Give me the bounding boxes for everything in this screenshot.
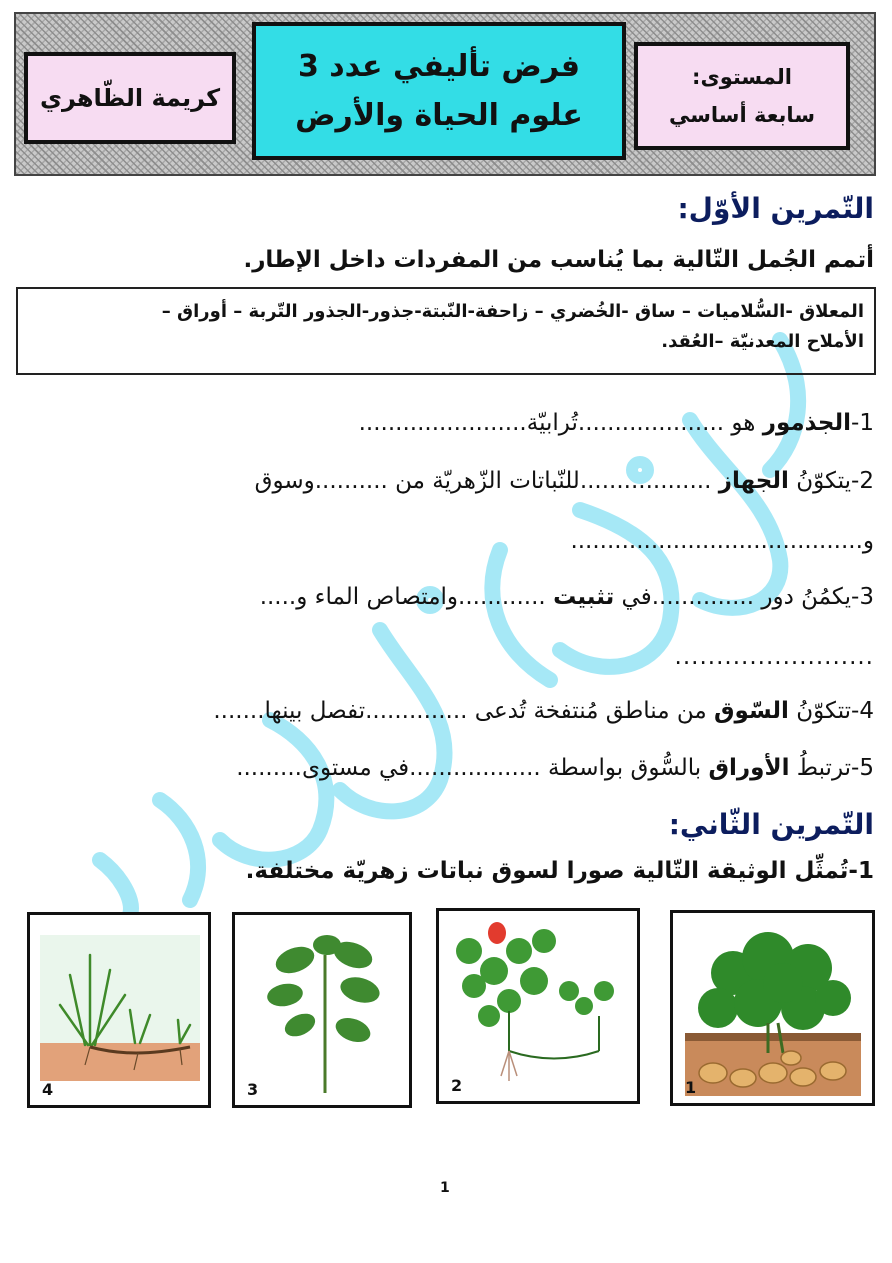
sentence-text: هو ....................تُرابيّة....................... [358, 410, 763, 436]
word-bank-line-2: الأملاح المعدنيّة –العُقد. [661, 331, 864, 352]
sentence-text: ..................للنّباتات الزّهريّة من ..........وسوق [254, 468, 719, 494]
exercise1-title: التّمرين الأوّل: [677, 192, 874, 225]
sentence-text: بالسُّوق بواسطة ..................في مستوى......... [236, 755, 709, 781]
sentence-number: 3- [851, 584, 874, 610]
sentence-3-continuation[interactable] [675, 644, 874, 670]
potato-plant-image [673, 913, 872, 1103]
sentence-keyword: الجهاز [718, 468, 789, 494]
sentence-keyword: تثبيت [553, 584, 615, 610]
sentence-keyword: الجذمور [762, 410, 852, 436]
level-label: المستوى: [692, 65, 792, 89]
sentence-text: ............وامتصاص الماء و..... [259, 584, 554, 610]
sentence-number: 1- [851, 410, 874, 436]
sentence-2-continuation[interactable] [570, 528, 874, 554]
plant-picture-3 [232, 912, 412, 1108]
picture-number: 4 [42, 1080, 54, 1099]
plant-picture-1 [670, 910, 875, 1106]
sentence-keyword: الأوراق [708, 755, 790, 781]
exercise1-instruction: أتمم الجُمل التّالية بما يُناسب من المفردات داخل الإطار. [243, 247, 874, 273]
creeping-grass-image [30, 915, 208, 1105]
sentence-3[interactable] [260, 584, 874, 610]
strawberry-plant-image [439, 911, 637, 1101]
level-box [634, 42, 850, 150]
word-bank-box [16, 287, 876, 375]
subject-title: علوم الحياة والأرض [295, 98, 583, 133]
upright-stem-plant-image [235, 915, 409, 1105]
teacher-box [24, 52, 236, 144]
sentence-text: و........................................ [570, 528, 874, 554]
picture-number: 3 [247, 1080, 259, 1099]
sentence-prefix: يتكوّنُ [788, 468, 852, 494]
sentence-number: 5- [851, 755, 874, 781]
exam-title: فرض تأليفي عدد 3 [297, 49, 581, 84]
sentence-2[interactable] [255, 468, 874, 494]
sentence-5[interactable] [236, 755, 874, 781]
sentence-prefix: يكمُنُ دور ..............في [614, 584, 852, 610]
level-value: سابعة أساسي [669, 103, 815, 127]
picture-number: 2 [451, 1076, 463, 1095]
plant-picture-2 [436, 908, 640, 1104]
sentence-4[interactable] [213, 698, 874, 724]
exercise2-instruction: 1-تُمثِّل الوثيقة التّالية صورا لسوق نباتات زهريّة مختلفة. [245, 858, 874, 884]
sentence-prefix: ترتبطُ [789, 755, 852, 781]
sentence-text: ........................ [674, 644, 874, 670]
plant-picture-4 [27, 912, 211, 1108]
sentence-keyword: السّوق [713, 698, 789, 724]
sentence-text: من مناطق مُنتفخة تُدعى ..............تفصل بينها....... [213, 698, 714, 724]
title-box [252, 22, 626, 160]
sentence-1[interactable] [359, 410, 874, 436]
picture-number: 1 [685, 1078, 697, 1097]
sentence-prefix: تتكوّنُ [788, 698, 852, 724]
sentence-number: 4- [851, 698, 874, 724]
word-bank-line-1: المعلاق -السُّلاميات – ساق -الخُضري – زاحفة-النّبتة-جذور-الجذور التّربة – أوراق – [161, 301, 864, 322]
teacher-name: كريمة الظّاهري [39, 84, 221, 112]
sentence-number: 2- [851, 468, 874, 494]
page-number: 1 [440, 1180, 450, 1196]
exercise2-title: التّمرين الثّاني: [668, 808, 874, 841]
